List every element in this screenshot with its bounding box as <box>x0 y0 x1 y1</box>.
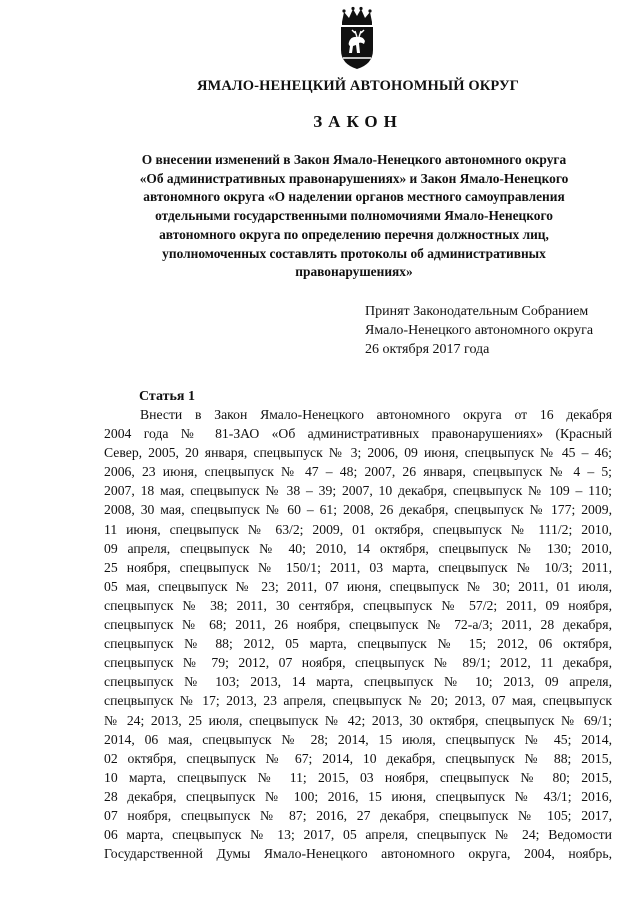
region-title: ЯМАЛО-НЕНЕЦКИЙ АВТОНОМНЫЙ ОКРУГ <box>196 78 520 94</box>
article-line: спецвыпуск № 38; 2011, 30 сентября, спецвыпуск № 57/2; 2011, 09 ноября, <box>104 597 612 613</box>
article-line: спецвыпуск № 88; 2012, 05 марта, спецвыпуск № 15; 2012, 06 октября, <box>104 636 612 652</box>
law-subject-title <box>105 151 603 282</box>
article-line: 09 апреля, спецвыпуск № 40; 2010, 14 октября, спецвыпуск № 130; 2010, <box>104 540 612 556</box>
adoption-date: 26 октября 2017 года <box>365 342 490 357</box>
subject-line: О внесении изменений в Закон Ямало-Ненецкого автономного округа <box>141 152 567 167</box>
article-line: 2007, 18 мая, спецвыпуск № 38 – 39; 2007, 10 декабря, спецвыпуск № 109 – 110; <box>104 483 612 499</box>
article-line: 02 октября, спецвыпуск № 67; 2014, 10 декабря, спецвыпуск № 88; 2015, <box>104 750 612 766</box>
article-line: Внести в Закон Ямало-Ненецкого автономного округа от 16 декабря <box>140 407 612 422</box>
article-line: спецвыпуск № 79; 2012, 07 ноября, спецвыпуск № 89/1; 2012, 11 декабря, <box>104 655 612 671</box>
article-line: спецвыпуск № 68; 2011, 26 ноября, спецвыпуск № 72-а/3; 2011, 28 декабря, <box>104 617 612 633</box>
article-line: 05 мая, спецвыпуск № 23; 2011, 07 июня, спецвыпуск № 30; 2011, 01 июля, <box>104 578 612 594</box>
article-heading: Статья 1 <box>139 389 195 404</box>
coat-of-arms-icon <box>337 6 377 70</box>
article-line: 2006, 23 июня, спецвыпуск № 47 – 48; 2007, 26 января, спецвыпуск № 4 – 5; <box>104 464 612 480</box>
article-line: Государственной Думы Ямало-Ненецкого автономного округа, 2004, ноябрь, <box>104 846 612 862</box>
article-line: 2004 года № 81-ЗАО «Об административных правонарушениях» (Красный <box>104 426 612 442</box>
article-line: 06 марта, спецвыпуск № 13; 2017, 05 апреля, спецвыпуск № 24; Ведомости <box>104 827 612 843</box>
subject-line: «Об административных правонарушениях» и Закон Ямало-Ненецкого <box>139 170 569 186</box>
subject-line: автономного округа «О наделении органов местного самоуправления <box>143 189 565 205</box>
article-line: спецвыпуск № 17; 2013, 23 апреля, спецвыпуск № 20; 2013, 07 мая, спецвыпуск <box>104 693 612 709</box>
adoption-note <box>365 302 593 359</box>
article-line: № 24; 2013, 25 июля, спецвыпуск № 42; 2013, 30 октября, спецвыпуск № 69/1; <box>104 712 612 728</box>
article-line: 2014, 06 мая, спецвыпуск № 28; 2014, 15 июля, спецвыпуск № 45; 2014, <box>104 731 612 747</box>
article-line: 11 июня, спецвыпуск № 63/2; 2009, 01 октября, спецвыпуск № 111/2; 2010, <box>104 521 612 537</box>
article-line: Север, 2005, 20 января, спецвыпуск № 3; 2006, 09 июня, спецвыпуск № 45 – 46; <box>104 445 612 461</box>
article-line: 25 ноября, спецвыпуск № 150/1; 2011, 03 марта, спецвыпуск № 10/3; 2011, <box>104 559 612 575</box>
article-line: 28 декабря, спецвыпуск № 100; 2016, 15 июня, спецвыпуск № 43/1; 2016, <box>104 788 612 804</box>
article-line: 10 марта, спецвыпуск № 11; 2015, 03 ноября, спецвыпуск № 80; 2015, <box>104 769 612 785</box>
article-line: спецвыпуск № 103; 2013, 14 марта, спецвыпуск № 10; 2013, 09 апреля, <box>104 674 612 690</box>
adoption-line: Ямало-Ненецкого автономного округа <box>365 323 594 338</box>
article-line: 07 ноября, спецвыпуск № 87; 2016, 27 декабря, спецвыпуск № 105; 2017, <box>104 807 612 823</box>
subject-line: автономного округа по определению перечня должностных лиц, <box>159 226 549 242</box>
adoption-line: Принят Законодательным Собранием <box>365 304 589 319</box>
article-body <box>104 405 612 863</box>
subject-line: уполномоченных составлять протоколы об административных <box>162 245 546 261</box>
article-line: 2008, 30 мая, спецвыпуск № 60 – 61; 2008, 26 декабря, спецвыпуск № 177; 2009, <box>104 502 612 518</box>
subject-line: отдельными государственными полномочиями Ямало-Ненецкого <box>155 208 553 224</box>
subject-line: правонарушениях» <box>295 264 413 280</box>
document-type-heading: ЗАКОН <box>313 112 403 131</box>
